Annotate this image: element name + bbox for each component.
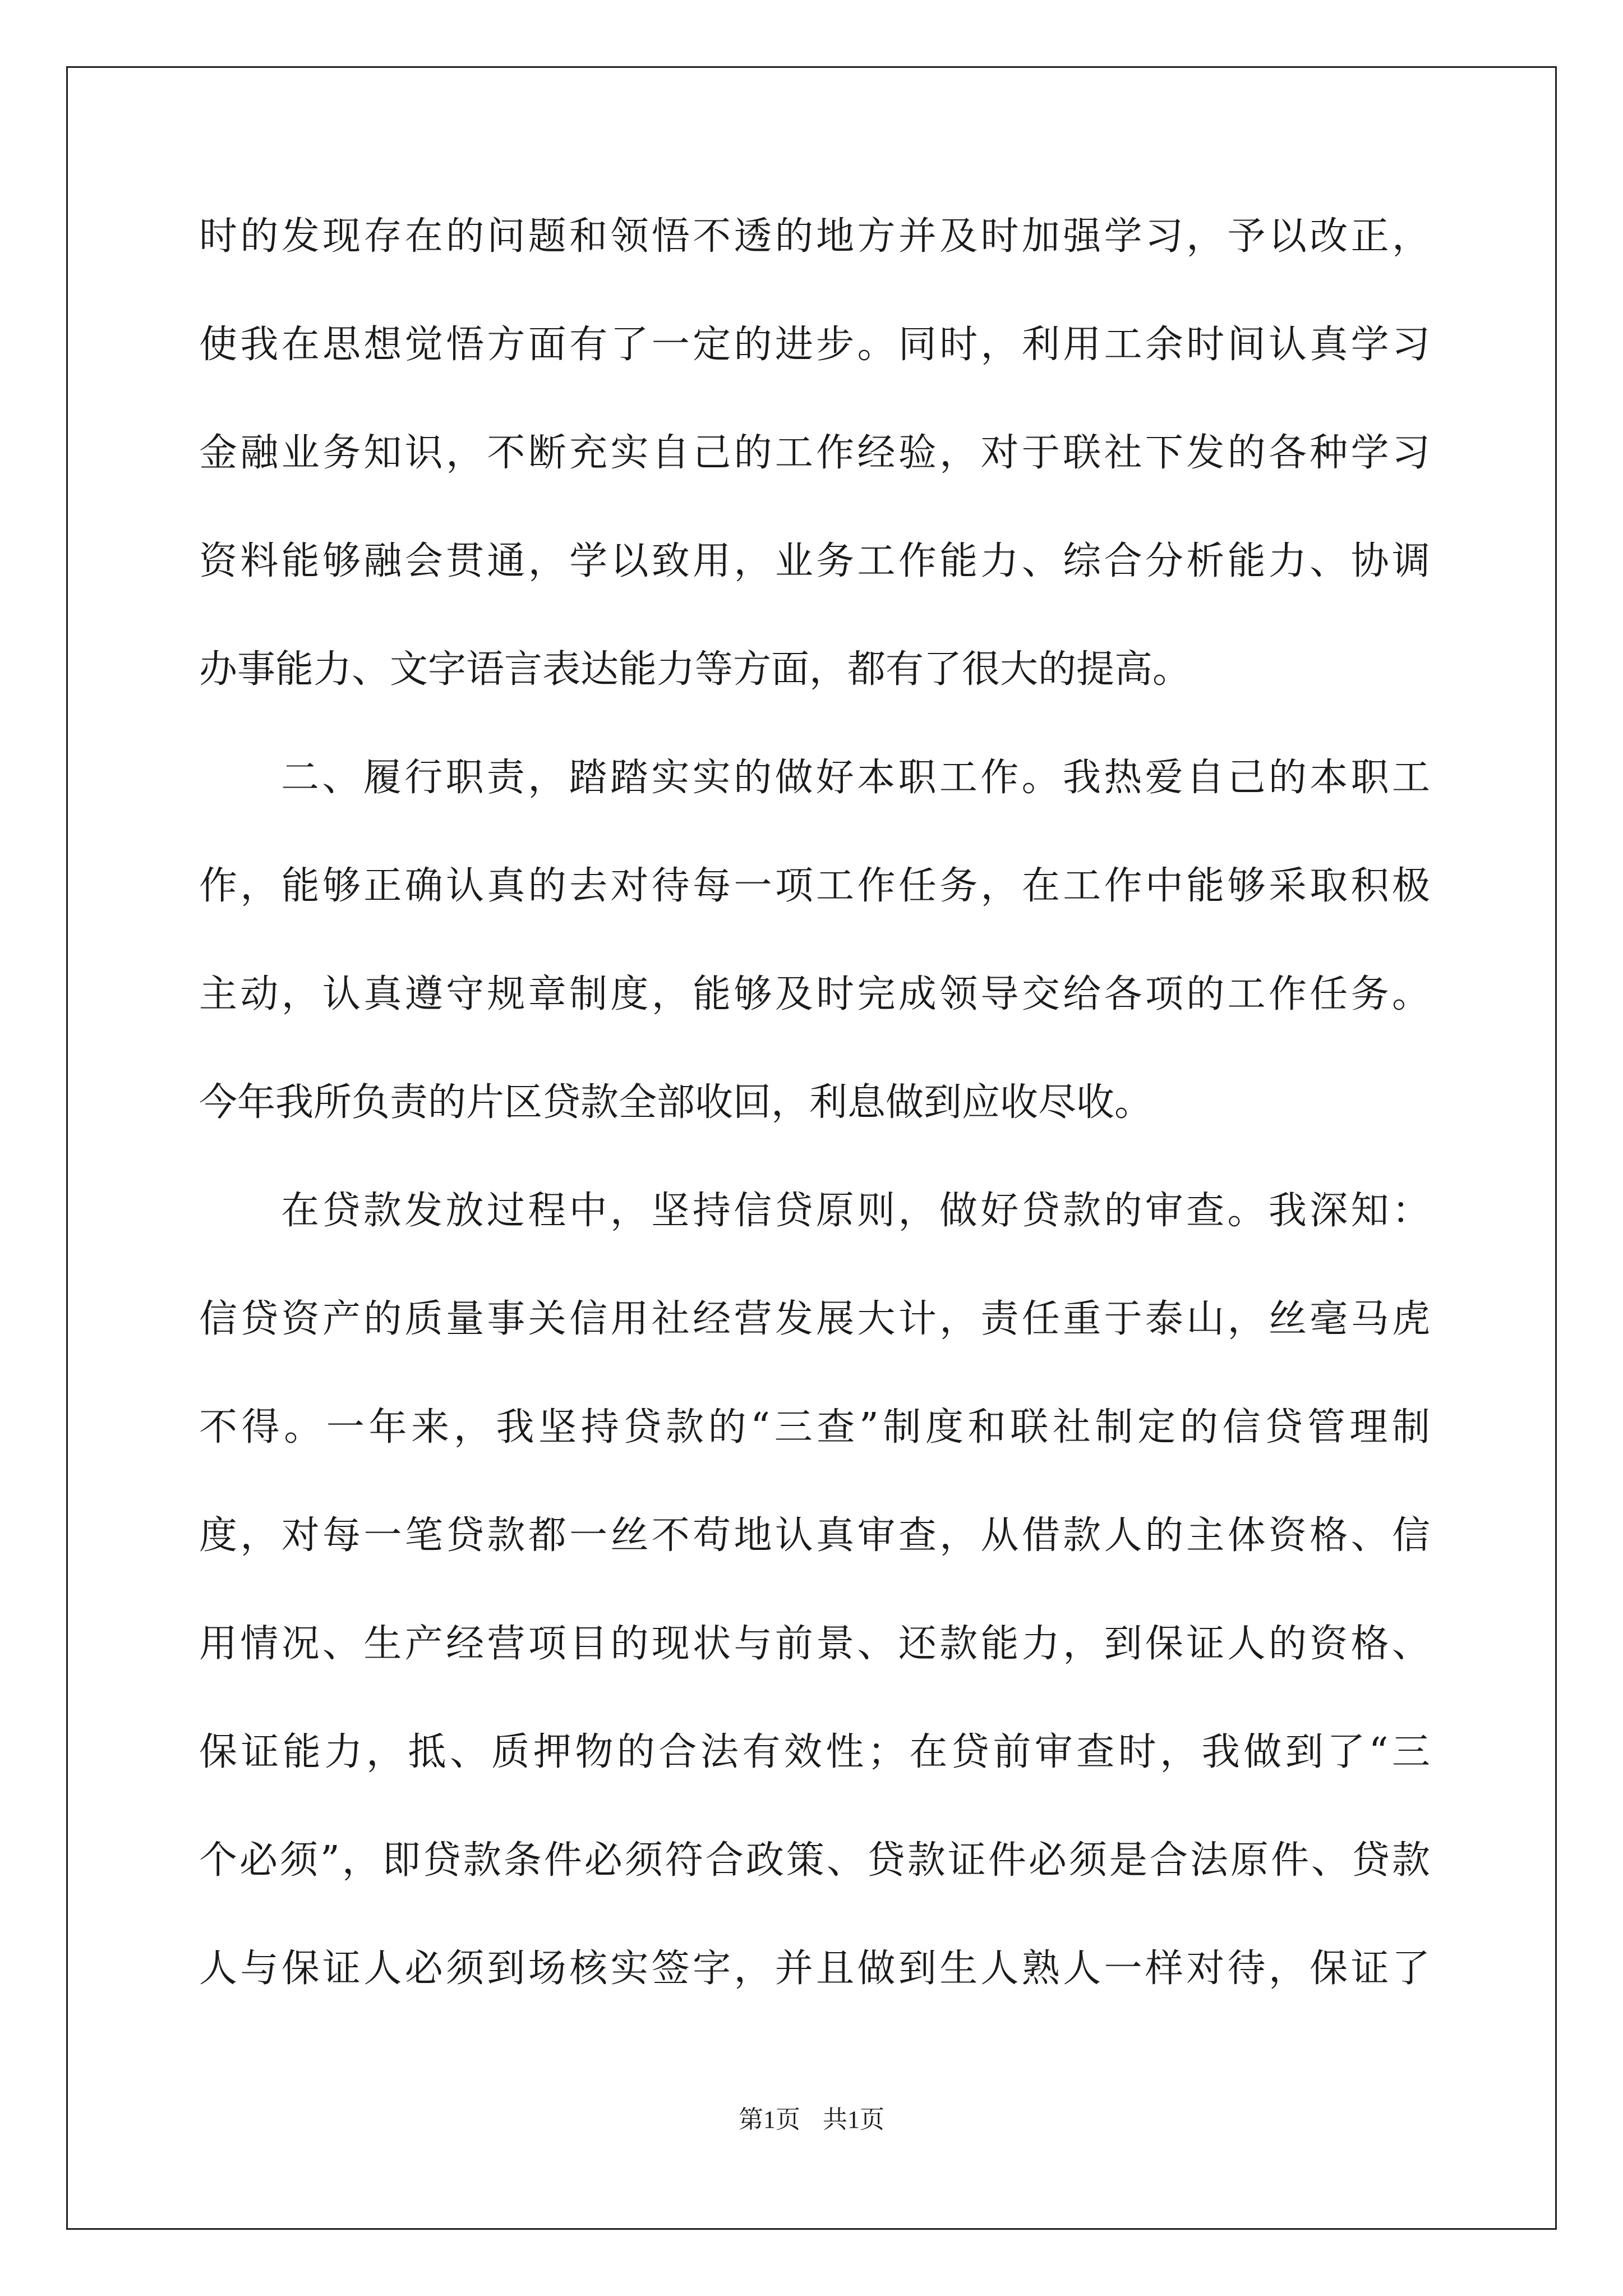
text-line: 办事能力、文字语言表达能力等方面，都有了很大的提高。: [199, 647, 1191, 692]
text-line: 使我在思想觉悟方面有了一定的进步。同时，利用工余时间认真学习: [199, 323, 1430, 367]
text-line: 不得。一年来，我坚持贷款的“三查”制度和联社制定的信贷管理制: [199, 1405, 1430, 1450]
text-line: 今年我所负责的片区贷款全部收回，利息做到应收尽收。: [199, 1080, 1153, 1125]
page-footer: [0, 2099, 1623, 2135]
text-line: 用情况、生产经营项目的现状与前景、还款能力，到保证人的资格、: [199, 1622, 1430, 1666]
text-line: 二、履行职责，踏踏实实的做好本职工作。我热爱自己的本职工: [281, 756, 1430, 800]
text-line: 作，能够正确认真的去对待每一项工作任务，在工作中能够采取积极: [199, 864, 1430, 908]
text-line: 信贷资产的质量事关信用社经营发展大计，责任重于泰山，丝毫马虎: [199, 1297, 1430, 1341]
page-total: 共1页: [823, 2106, 884, 2133]
document-body: [199, 200, 1430, 2041]
text-line: 人与保证人必须到场核实签字，并且做到生人熟人一样对待，保证了: [199, 1947, 1430, 1991]
text-line: 金融业务知识，不断充实自己的工作经验，对于联社下发的各种学习: [199, 431, 1430, 475]
text-line: 时的发现存在的问题和领悟不透的地方并及时加强学习，予以改正，: [199, 214, 1430, 259]
text-line: 主动，认真遵守规章制度，能够及时完成领导交给各项的工作任务。: [199, 972, 1430, 1016]
text-line: 个必须”，即贷款条件必须符合政策、贷款证件必须是合法原件、贷款: [199, 1838, 1430, 1883]
text-line: 在贷款发放过程中，坚持信贷原则，做好贷款的审查。我深知：: [281, 1189, 1430, 1233]
text-line: 度，对每一笔贷款都一丝不苟地认真审查，从借款人的主体资格、信: [199, 1513, 1430, 1558]
text-line: 保证能力，抵、质押物的合法有效性；在贷前审查时，我做到了“三: [199, 1730, 1430, 1774]
text-line: 资料能够融会贯通，学以致用，业务工作能力、综合分析能力、协调: [199, 539, 1430, 583]
page-number: 第1页: [739, 2106, 800, 2133]
